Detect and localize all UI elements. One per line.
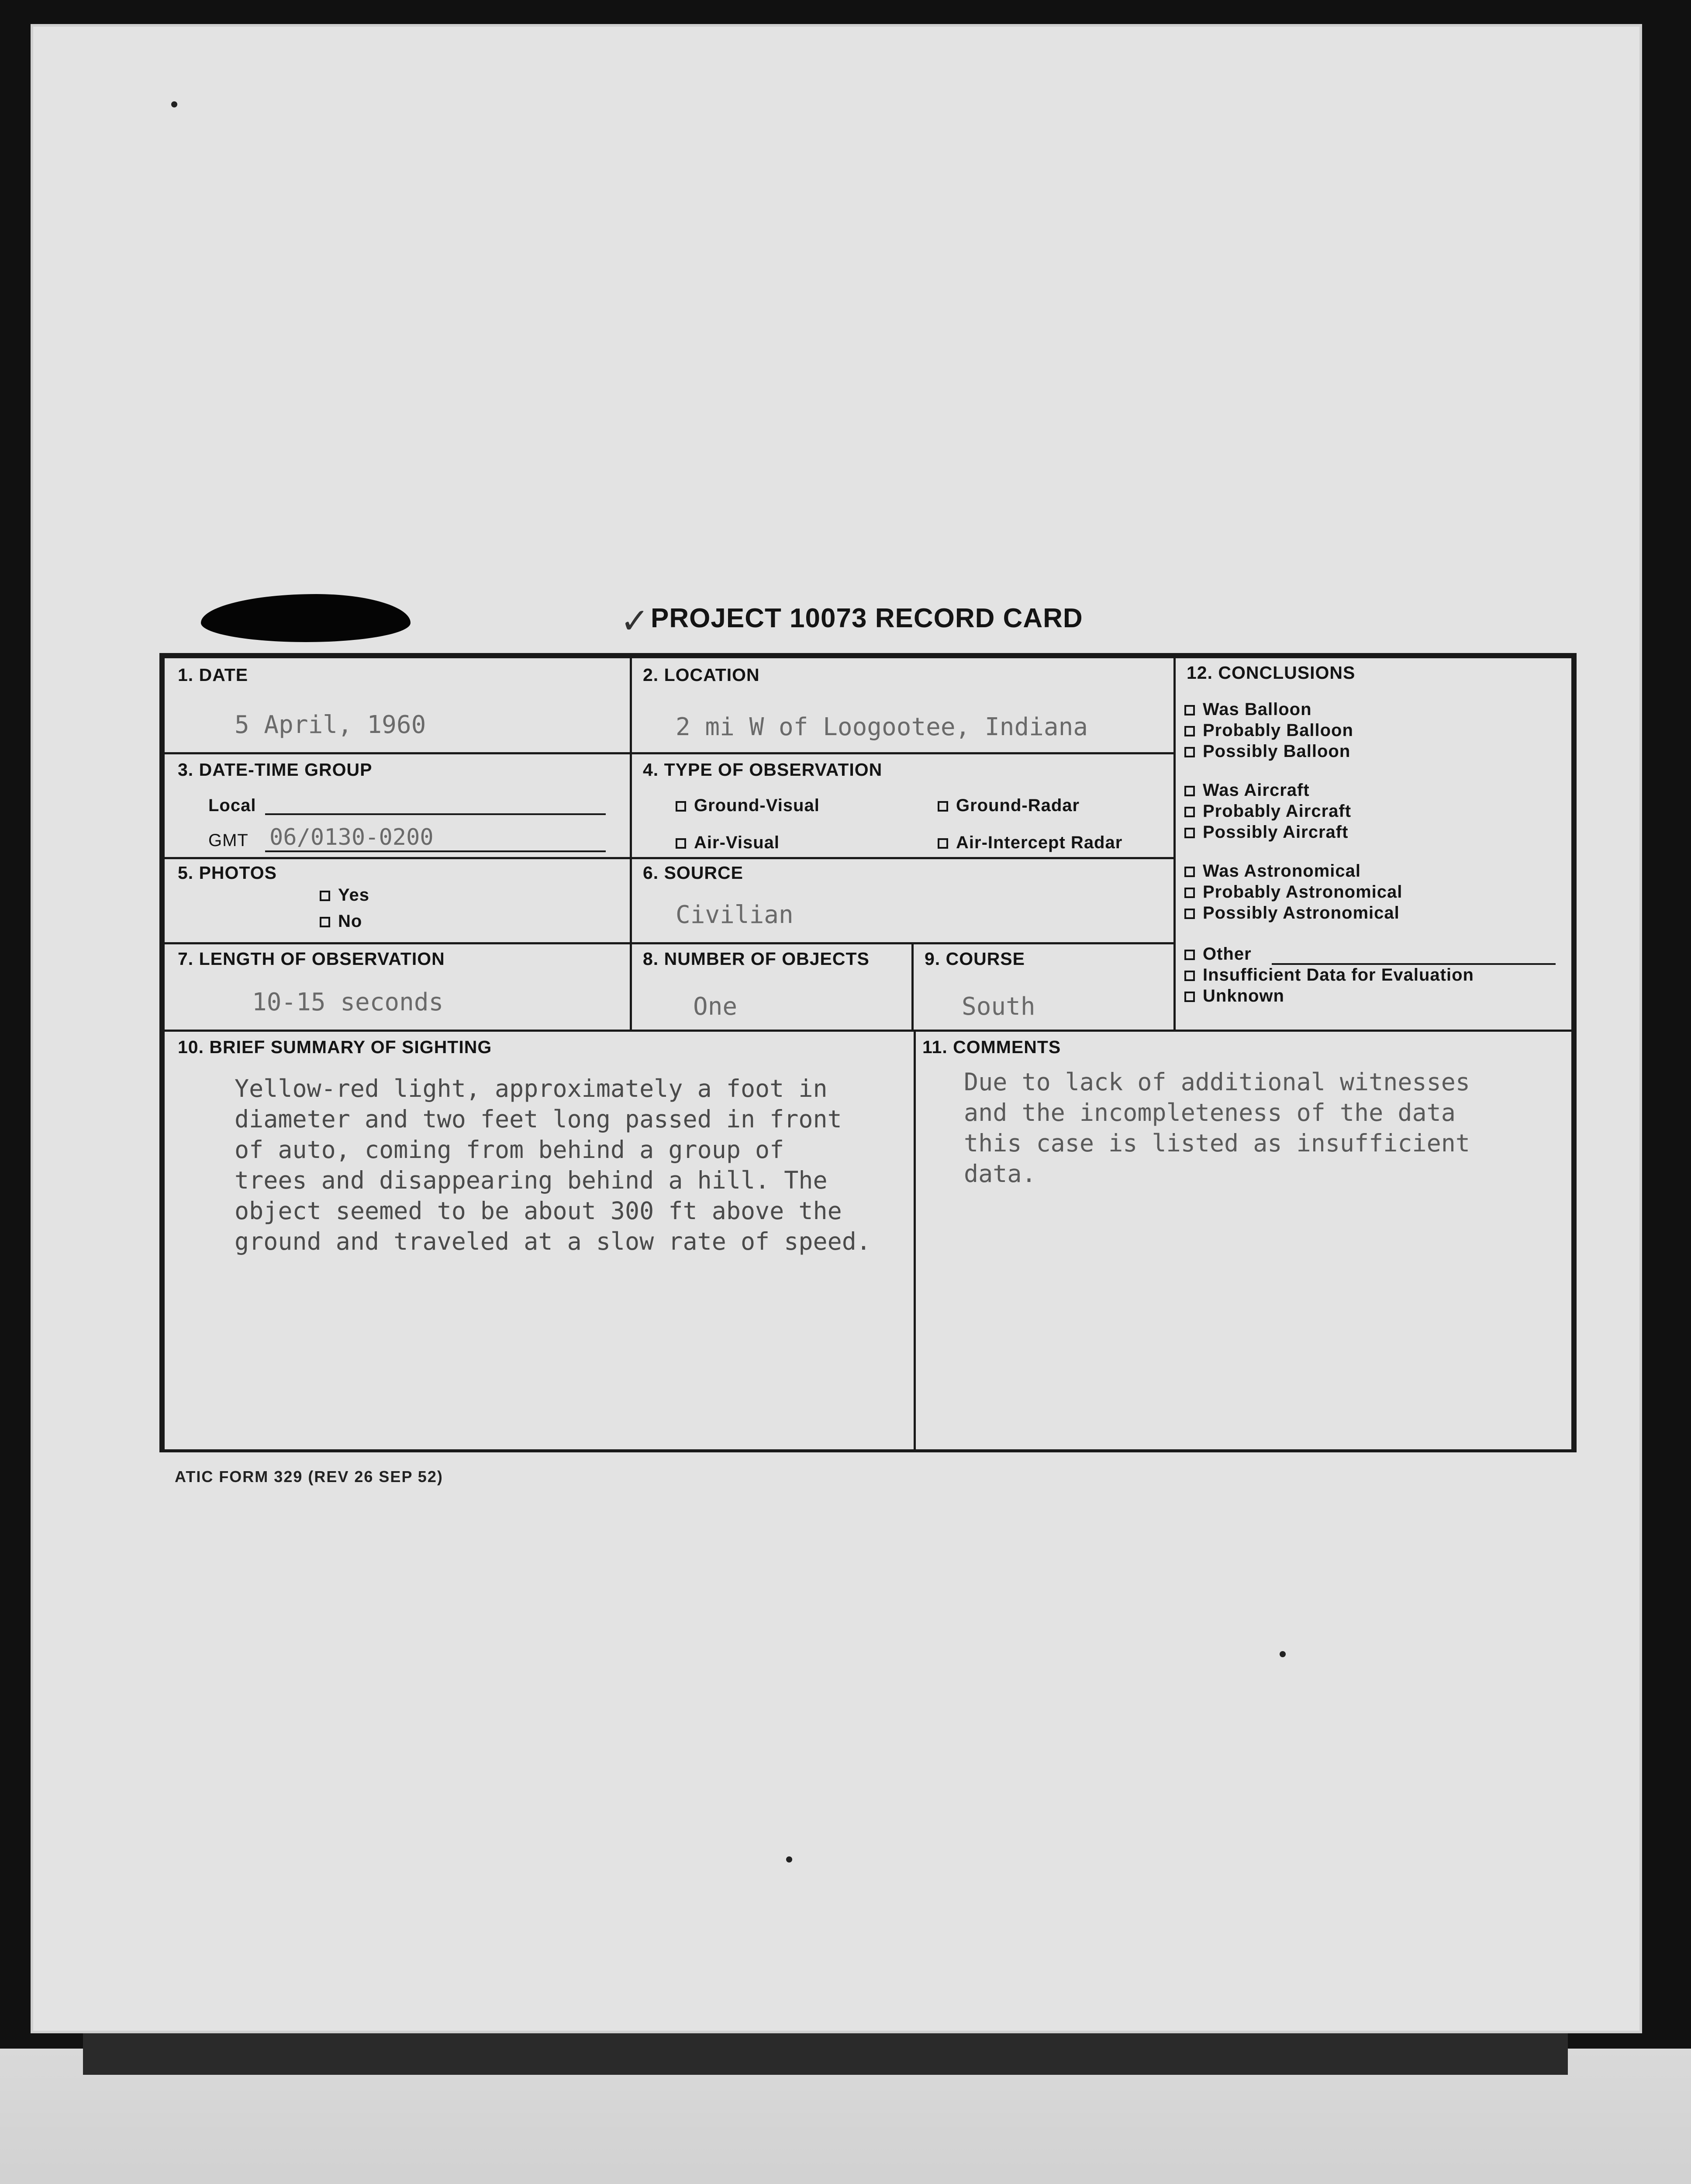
conclusion-was-astronomical: Was Astronomical — [1184, 861, 1361, 881]
source-value: Civilian — [676, 901, 794, 929]
conclusion-unknown: Unknown — [1184, 986, 1284, 1006]
checkbox-icon — [1184, 950, 1195, 960]
photos-yes: Yes — [320, 885, 369, 905]
source-label: 6. SOURCE — [643, 863, 743, 883]
ink-dot — [1280, 1651, 1286, 1657]
photos-cell — [162, 857, 632, 944]
checkbox-icon — [320, 891, 330, 901]
checkbox-icon — [1184, 807, 1195, 817]
paper-shadow — [83, 2027, 1568, 2075]
ink-dot — [786, 1856, 792, 1863]
checkbox-icon — [676, 801, 686, 812]
type-observation-label: 4. TYPE OF OBSERVATION — [643, 760, 883, 780]
checkbox-icon — [320, 917, 330, 927]
checkbox-icon — [1184, 786, 1195, 796]
conclusion-probably-aircraft: Probably Aircraft — [1184, 802, 1351, 821]
option-air-visual: Air-Visual — [676, 833, 780, 853]
course-label: 9. COURSE — [925, 949, 1025, 969]
conclusion-insufficient-data: Insufficient Data for Evaluation — [1184, 965, 1474, 985]
date-value: 5 April, 1960 — [235, 711, 426, 739]
checkbox-icon — [938, 801, 948, 812]
summary-cell — [162, 1030, 916, 1452]
length-cell — [162, 942, 632, 1032]
type-observation-cell — [630, 752, 1176, 859]
record-card-grid — [159, 653, 1577, 1452]
length-value: 10-15 seconds — [252, 988, 444, 1016]
number-objects-label: 8. NUMBER OF OBJECTS — [643, 949, 870, 969]
length-label: 7. LENGTH OF OBSERVATION — [178, 949, 445, 969]
conclusions-cell — [1173, 656, 1574, 1032]
check-mark-icon: ✓ — [620, 601, 650, 641]
photos-label: 5. PHOTOS — [178, 863, 277, 883]
photos-no: No — [320, 912, 362, 931]
course-value: South — [962, 992, 1035, 1021]
checkbox-icon — [1184, 747, 1195, 757]
number-objects-value: One — [693, 992, 738, 1021]
local-underline — [265, 813, 606, 815]
conclusion-possibly-balloon: Possibly Balloon — [1184, 742, 1350, 761]
checkbox-icon — [1184, 992, 1195, 1002]
location-label: 2. LOCATION — [643, 665, 760, 685]
course-cell — [911, 942, 1176, 1032]
conclusion-was-balloon: Was Balloon — [1184, 700, 1312, 719]
option-air-intercept-radar: Air-Intercept Radar — [938, 833, 1122, 853]
date-cell — [162, 656, 632, 754]
other-underline — [1272, 963, 1556, 965]
datetime-label: 3. DATE-TIME GROUP — [178, 760, 373, 780]
gmt-label: GMT — [208, 831, 248, 850]
form-identifier: ATIC FORM 329 (REV 26 SEP 52) — [175, 1468, 443, 1486]
gmt-underline — [265, 850, 606, 852]
option-ground-radar: Ground-Radar — [938, 796, 1080, 816]
date-label: 1. DATE — [178, 665, 248, 685]
gmt-value: 06/0130-0200 — [269, 824, 434, 850]
number-objects-cell — [630, 942, 914, 1032]
conclusion-probably-balloon: Probably Balloon — [1184, 721, 1353, 740]
checkbox-icon — [1184, 705, 1195, 715]
checkbox-icon — [1184, 888, 1195, 898]
checkbox-icon — [1184, 909, 1195, 919]
datetime-cell — [162, 752, 632, 859]
conclusions-label: 12. CONCLUSIONS — [1187, 663, 1356, 683]
conclusion-probably-astronomical: Probably Astronomical — [1184, 882, 1402, 902]
checkbox-icon — [1184, 726, 1195, 736]
location-value: 2 mi W of Loogootee, Indiana — [676, 713, 1088, 741]
checkbox-icon — [1184, 867, 1195, 877]
checkbox-icon — [938, 838, 948, 849]
conclusion-possibly-astronomical: Possibly Astronomical — [1184, 903, 1400, 923]
location-cell — [630, 656, 1176, 754]
source-cell — [630, 857, 1176, 944]
conclusion-was-aircraft: Was Aircraft — [1184, 781, 1310, 800]
checkbox-icon — [1184, 828, 1195, 838]
conclusion-other: Other — [1184, 944, 1252, 964]
summary-text: Yellow-red light, approximately a foot in diameter and two feet long passed in front of auto, coming from behind a group of trees and disappearing behind a hill. The object seemed to be about 300 ft above the ground and traveled at a slow rate of speed. — [235, 1075, 871, 1255]
local-label: Local — [208, 796, 256, 815]
ink-dot — [171, 101, 177, 107]
summary-label: 10. BRIEF SUMMARY OF SIGHTING — [178, 1037, 492, 1057]
option-ground-visual: Ground-Visual — [676, 796, 820, 816]
checkbox-icon — [1184, 971, 1195, 981]
comments-label: 11. COMMENTS — [922, 1037, 1061, 1057]
comments-cell — [914, 1030, 1574, 1452]
comments-text: Due to lack of additional witnesses and the incompleteness of the data this case is listed as insufficient data. — [964, 1068, 1470, 1188]
checkbox-icon — [676, 838, 686, 849]
card-title: PROJECT 10073 RECORD CARD — [651, 603, 1083, 633]
conclusion-possibly-aircraft: Possibly Aircraft — [1184, 822, 1348, 842]
